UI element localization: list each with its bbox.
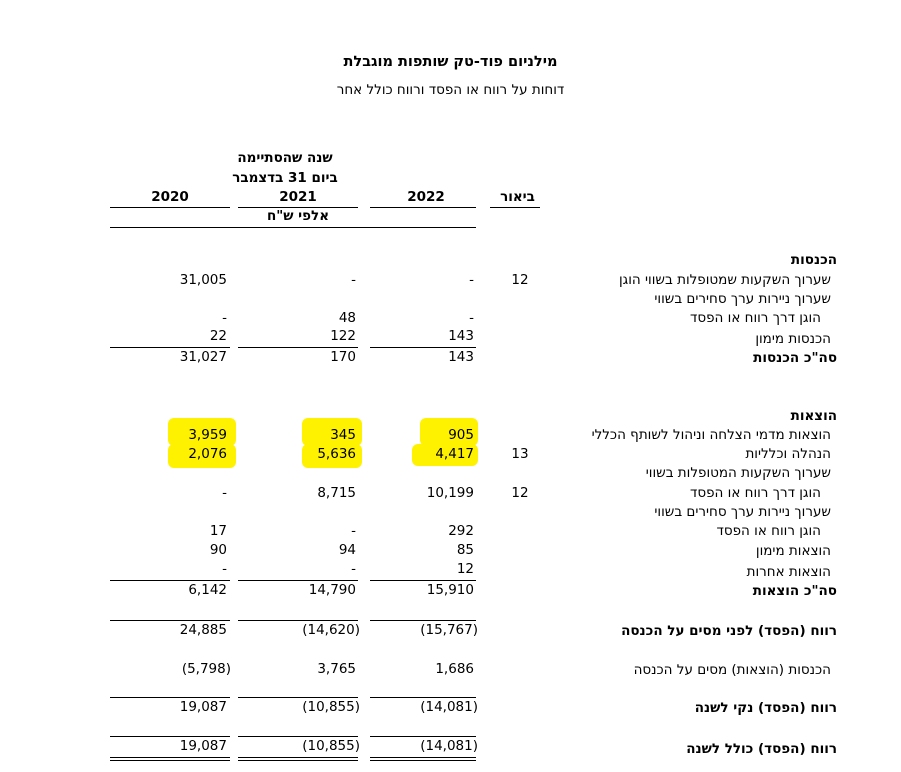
cell-2020: 17 (209, 523, 227, 539)
row-label-total: סה"כ הוצאות (752, 583, 837, 599)
cell-2022: 905 (448, 427, 474, 443)
row-note: 12 (511, 272, 529, 288)
double-underline (370, 757, 476, 758)
cell-2021: - (351, 272, 356, 288)
cell-2020: - (222, 561, 227, 577)
cell-2022: 143 (448, 328, 474, 344)
cell-2020: - (222, 485, 227, 501)
cell-2022: (14,081) (420, 699, 478, 715)
total-line (370, 620, 476, 621)
cell-2020: 19,087 (179, 699, 227, 715)
row-label: הוצאות מדמי הצלחה וניהול לשותף הכללי (591, 427, 831, 443)
note-header: ביאור (500, 189, 535, 205)
subtotal-line (370, 347, 476, 348)
cell-2022: 12 (456, 561, 474, 577)
row-label: שערוך ניירות ערך סחירים בשווי (654, 291, 831, 307)
cell-2022: 4,417 (435, 446, 474, 462)
total-line (110, 697, 230, 698)
cell-2021: 8,715 (317, 485, 356, 501)
cell-2022: 292 (448, 523, 474, 539)
row-label-total: רווח (הפסד) לפני מסים על הכנסה (621, 623, 837, 639)
cell-2022: 15,910 (426, 582, 474, 598)
cell-2021: 170 (330, 349, 356, 365)
double-underline (110, 757, 230, 758)
header-underline-note (490, 207, 540, 208)
subtotal-line (110, 580, 230, 581)
cell-2022: 10,199 (426, 485, 474, 501)
row-label-total: סה"כ הכנסות (753, 350, 837, 366)
row-label: הכנסות (הוצאות) מסים על הכנסה (633, 662, 831, 678)
cell-2020: 22 (209, 328, 227, 344)
row-label: הנהלה וכלליות (745, 446, 831, 462)
subtotal-line (110, 347, 230, 348)
cell-2020: 3,959 (188, 427, 227, 443)
total-line (370, 736, 476, 737)
report-title: דוחות על רווח או הפסד ורווח כולל אחר (336, 82, 565, 98)
year-ended-label: שנה שהסתיימה (237, 150, 333, 166)
cell-2022: 1,686 (435, 661, 474, 677)
double-underline (370, 760, 476, 761)
unit-label: אלפי ש"ח (266, 208, 330, 224)
date-label: ביום 31 בדצמבר (232, 170, 338, 186)
col-2020-header: 2020 (151, 189, 189, 205)
cell-2021: - (351, 561, 356, 577)
total-line (238, 620, 358, 621)
section-expenses-title: הוצאות (790, 408, 837, 424)
row-note: 12 (511, 485, 529, 501)
cell-2020: (5,798) (181, 661, 231, 677)
row-label: הוצאות מימון (755, 543, 831, 559)
cell-2021: 48 (338, 310, 356, 326)
double-underline (238, 757, 358, 758)
company-title: מילניום פוד-טק שותפות מוגבלת (343, 54, 558, 70)
cell-2022: (15,767) (420, 622, 478, 638)
cell-2021: 122 (330, 328, 356, 344)
cell-2020: 19,087 (179, 738, 227, 754)
row-label-total: רווח (הפסד) כולל לשנה (686, 741, 837, 757)
row-label-cont: הוגן דרך רווח או הפסד (689, 485, 821, 501)
total-line (110, 736, 230, 737)
cell-2022: 85 (456, 542, 474, 558)
cell-2021: 14,790 (308, 582, 356, 598)
row-label: שערוך השקעות המטופלות בשווי (645, 465, 831, 481)
header-underline-2020 (110, 207, 230, 208)
double-underline (110, 760, 230, 761)
cell-2020: 24,885 (179, 622, 227, 638)
row-label-total: רווח (הפסד) נקי לשנה (694, 700, 837, 716)
subtotal-line (238, 347, 358, 348)
row-label: הכנסות מימון (755, 331, 831, 347)
cell-2020: 6,142 (188, 582, 227, 598)
col-2021-header: 2021 (279, 189, 317, 205)
total-line (238, 736, 358, 737)
cell-2022: - (469, 272, 474, 288)
cell-2021: (10,855) (302, 738, 360, 754)
cell-2021: 3,765 (317, 661, 356, 677)
section-income-title: הכנסות (790, 252, 837, 268)
header-underline-2022 (370, 207, 476, 208)
row-label-cont: הוגן דרך רווח או הפסד (689, 310, 821, 326)
cell-2021: 345 (330, 427, 356, 443)
cell-2020: 31,027 (179, 349, 227, 365)
row-label: הוצאות אחרות (746, 564, 831, 580)
total-line (238, 697, 358, 698)
double-underline (238, 760, 358, 761)
unit-underline (110, 227, 476, 228)
total-line (110, 620, 230, 621)
cell-2022: 143 (448, 349, 474, 365)
subtotal-line (370, 580, 476, 581)
cell-2021: (10,855) (302, 699, 360, 715)
row-note: 13 (511, 446, 529, 462)
row-label: שערוך ניירות ערך סחירים בשווי (654, 504, 831, 520)
cell-2021: 94 (338, 542, 356, 558)
cell-2020: 2,076 (188, 446, 227, 462)
cell-2021: (14,620) (302, 622, 360, 638)
cell-2020: 90 (209, 542, 227, 558)
cell-2020: - (222, 310, 227, 326)
cell-2022: (14,081) (420, 738, 478, 754)
total-line (370, 697, 476, 698)
col-2022-header: 2022 (407, 189, 445, 205)
row-label: שערוך השקעות שמטופלות בשווי הוגן (619, 272, 831, 288)
cell-2021: 5,636 (317, 446, 356, 462)
cell-2020: 31,005 (179, 272, 227, 288)
cell-2021: - (351, 523, 356, 539)
subtotal-line (238, 580, 358, 581)
cell-2022: - (469, 310, 474, 326)
row-label-cont: הוגן רווח או הפסד (716, 523, 821, 539)
